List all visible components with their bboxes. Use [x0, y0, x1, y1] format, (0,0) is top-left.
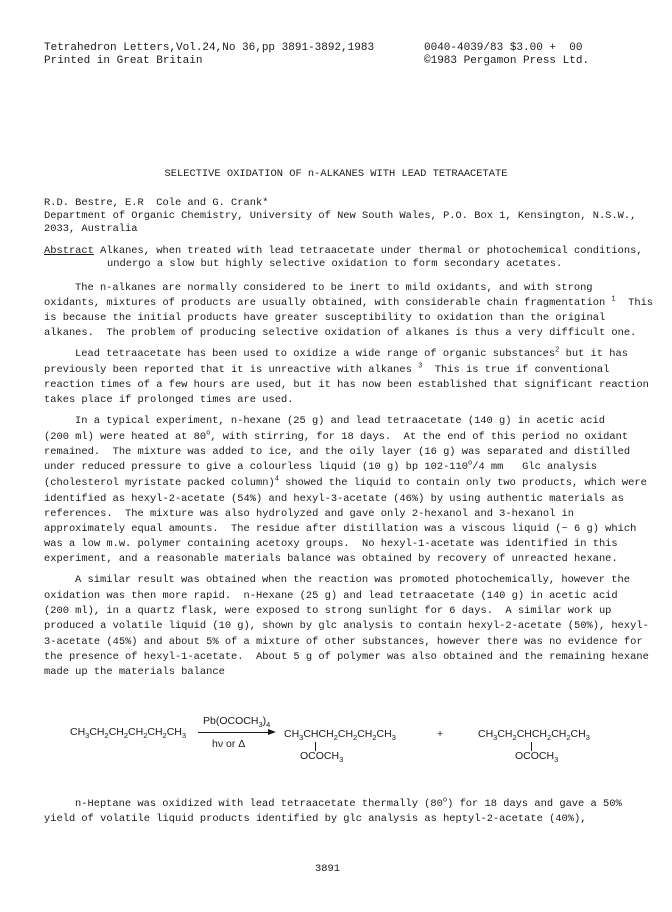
journal-citation: Tetrahedron Letters,Vol.24,No 36,pp 3891-3892,1983 [44, 42, 375, 54]
authors: R.D. Bestre, E.R Cole and G. Crank* [44, 197, 269, 209]
ref-4: 4 [274, 475, 279, 484]
page-number: 3891 [315, 863, 340, 875]
affiliation-line-1: Department of Organic Chemistry, University of New South Wales, P.O. Box 1, Kensington, N.S.W., [44, 210, 637, 222]
p3-line-3: remained. The mixture was added to ice, and the oily layer (16 g) was separated and distilled [44, 446, 631, 458]
p3-line-5: (cholesterol myristate packed column)$^4$ showed the liquid to contain only two products, which were [44, 475, 647, 489]
reaction-conditions: hν or Δ [212, 738, 246, 750]
p3-line-9: was a low m.w. polymer containing acetoxy groups. No hexyl-1-acetate was identified in this [44, 538, 618, 550]
p1-line-3: is because the initial products have greater susceptibility to oxidation than the original [44, 312, 606, 324]
p2-line-3: reaction times of a few hours are used, but it has now been established that significant reaction [44, 379, 649, 391]
p4-line-6: the presence of hexyl-1-acetate. About 5 g of polymer was also obtained and the remaining hexane [44, 651, 649, 663]
p2-line-4: takes place if prolonged times are used. [44, 394, 294, 406]
p1-line-4: alkanes. The problem of producing selective oxidation of alkanes is thus a very difficult one. [44, 327, 637, 339]
p4-line-3: (200 ml), in a quartz flask, were exposed to strong sunlight for 6 days. A similar work up [44, 605, 612, 617]
p4-line-2: oxidation was then more rapid. n-Hexane (25 g) and lead tetraacetate (140 g) in acetic acid [44, 590, 618, 602]
copyright: ©1983 Pergamon Press Ltd. [424, 55, 590, 67]
abstract-line-1 [44, 245, 643, 258]
affiliation-line-2: 2033, Australia [44, 223, 138, 235]
ref-1: 1 [611, 295, 616, 304]
product-2-substituent: $OCOCH_3$ [515, 750, 559, 765]
p3-line-8: approximately equal amounts. The residue after distillation was a viscous liquid (~ 6 g) which [44, 523, 637, 535]
product-2-formula: $CH_3CH_2CHCH_2CH_2CH_3$ [478, 728, 590, 743]
price-code: 0040-4039/83 $3.00 + 00 [424, 42, 583, 54]
p5-line-1: n-Heptane was oxidized with lead tetraacetate thermally (80$^o$) for 18 days and gave a 50% [75, 796, 622, 810]
p3-line-6: identified as hexyl-2-acetate (54%) and hexyl-3-acetate (46%) by using authentic materials as [44, 493, 624, 505]
reagent-formula: $Pb(OCOCH_3)_4$ [203, 715, 271, 730]
p2-line-2: previously been reported that it is unreactive with alkanes $^3$ This is true if conventional [44, 362, 610, 376]
p3-line-1: In a typical experiment, n-hexane (25 g) and lead tetraacetate (140 g) in acetic acid [75, 415, 606, 427]
p3-line-10: experiment, and a reasonable materials balance was obtained by recovery of unreacted hexane. [44, 553, 618, 565]
p4-line-7: made up the materials balance [44, 666, 225, 678]
printed-location: Printed in Great Britain [44, 55, 203, 67]
ref-2: 2 [555, 346, 560, 355]
abstract-label: Abstract [44, 245, 94, 257]
ref-3: 3 [418, 362, 423, 371]
p4-line-5: 3-acetate (45%) and about 5% of a mixture of other substances, however there was no evidence for [44, 636, 643, 648]
p3-line-2: (200 ml) were heated at 80$^o$, with stirring, for 18 days. At the end of this period no oxidant [44, 429, 629, 443]
reaction-arrow [198, 732, 270, 733]
product-1-formula: $CH_3CHCH_2CH_2CH_2CH_3$ [284, 728, 396, 743]
p1-line-1: The n-alkanes are normally considered to be inert to mild oxidants, and with strong [75, 282, 593, 294]
p3-line-4: under reduced pressure to give a colourless liquid (10 g) bp 102-110$^o$/4 mm Glc analysis [44, 459, 597, 473]
plus-sign: + [437, 728, 444, 740]
abstract-line-2: undergo a slow but highly selective oxidation to form secondary acetates. [107, 258, 563, 270]
p1-line-2: oxidants, mixtures of products are usually obtained, with considerable chain fragmentation $^1$ This [44, 295, 654, 309]
reactant-formula: $CH_3CH_2CH_2CH_2CH_2CH_3$ [70, 726, 187, 741]
paper-title: SELECTIVE OXIDATION OF n-ALKANES WITH LEAD TETRAACETATE [164, 168, 508, 180]
p4-line-4: produced a volatile liquid (10 g), shown by glc analysis to contain hexyl-2-acetate (50%), hexyl- [44, 620, 649, 632]
p3-line-7: references. The mixture was also hydrolyzed and gave only 2-hexanol and 3-hexanol in [44, 508, 575, 520]
p4-line-1: A similar result was obtained when the reaction was promoted photochemically, however the [75, 574, 630, 586]
p5-line-2: yield of volatile liquid products identified by glc analysis as heptyl-2-acetate (40%), [44, 813, 587, 825]
abstract-text-1: Alkanes, when treated with lead tetraacetate under thermal or photochemical conditions, [93, 245, 643, 257]
product-1-substituent: $OCOCH_3$ [300, 750, 344, 765]
p2-line-1: Lead tetraacetate has been used to oxidize a wide range of organic substances$^2$ but it has [75, 346, 628, 360]
reaction-arrowhead [268, 729, 276, 735]
